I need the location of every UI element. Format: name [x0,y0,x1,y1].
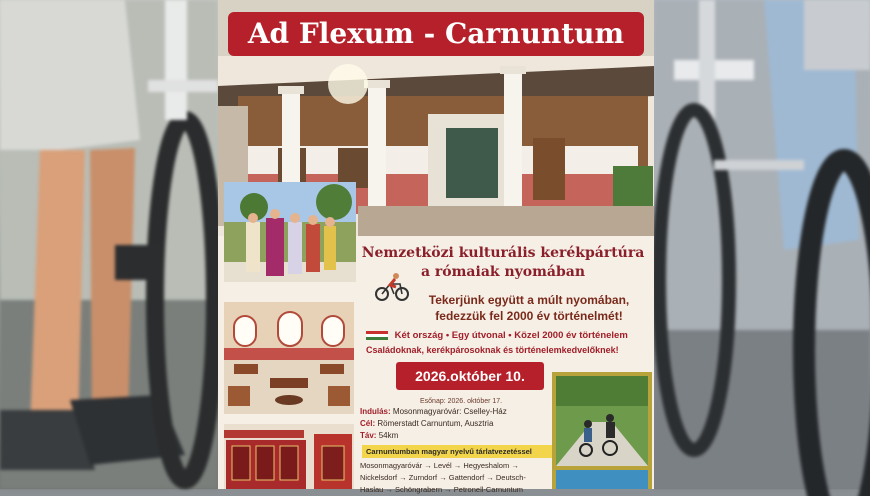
route-stops-line-1: Mosonmagyaróvár → Levél → Hegyeshalom → [360,461,519,470]
background-left-cyclist [0,0,218,489]
goal-label: Cél: [360,419,376,428]
event-poster [218,0,654,494]
rain-date: Esőnap: 2026. október 17. [420,398,503,405]
roman-dining-room-photo [224,302,354,414]
start-value: Mosonmagyaróvár: Cselley-Ház [392,407,507,416]
tour-note: Carnuntumban magyar nyelvű tárlatvezetéssel [362,445,554,458]
hungary-flag-icon [366,331,388,340]
background-right-cyclists [654,0,870,489]
poster-title: Ad Flexum - Carnuntum [228,12,644,56]
poster-subtitle: Nemzetközi kulturális kerékpártúra a rómaiak nyomában [361,245,645,280]
info-text: Két ország • Egy útvonal • Közel 2000 év történelem [394,330,628,341]
roman-fresco-room-photo [224,424,354,489]
route-stops-line-2: Nickelsdorf → Zurndorf → Gattendorf → Deutsch- [360,473,526,482]
route-stops-line-3: Haslau → Schöngrabern → Petronell-Carnuntum [360,485,523,494]
distance-label: Táv: [360,431,377,440]
goal-value: Römerstadt Carnuntum, Ausztria [377,419,494,428]
audience-line: Családoknak, kerékpárosoknak és történelemkedvelőknek! [366,345,619,355]
distance-line [360,431,398,440]
start-line [360,407,507,416]
event-date: 2026.október 10. [396,362,544,390]
roman-costumes-photo [224,182,356,282]
cyclists-photo [552,372,652,489]
goal-line [360,419,493,428]
route-stops [360,460,560,496]
poster-slogan: Tekerjünk együtt a múlt nyomában, fedezzük fel 2000 év történelmét! [428,293,630,323]
background-right-illustration [654,0,870,489]
start-label: Indulás: [360,407,391,416]
distance-value: 54km [378,431,399,440]
info-line [366,330,656,341]
background-left-illustration [0,0,218,489]
